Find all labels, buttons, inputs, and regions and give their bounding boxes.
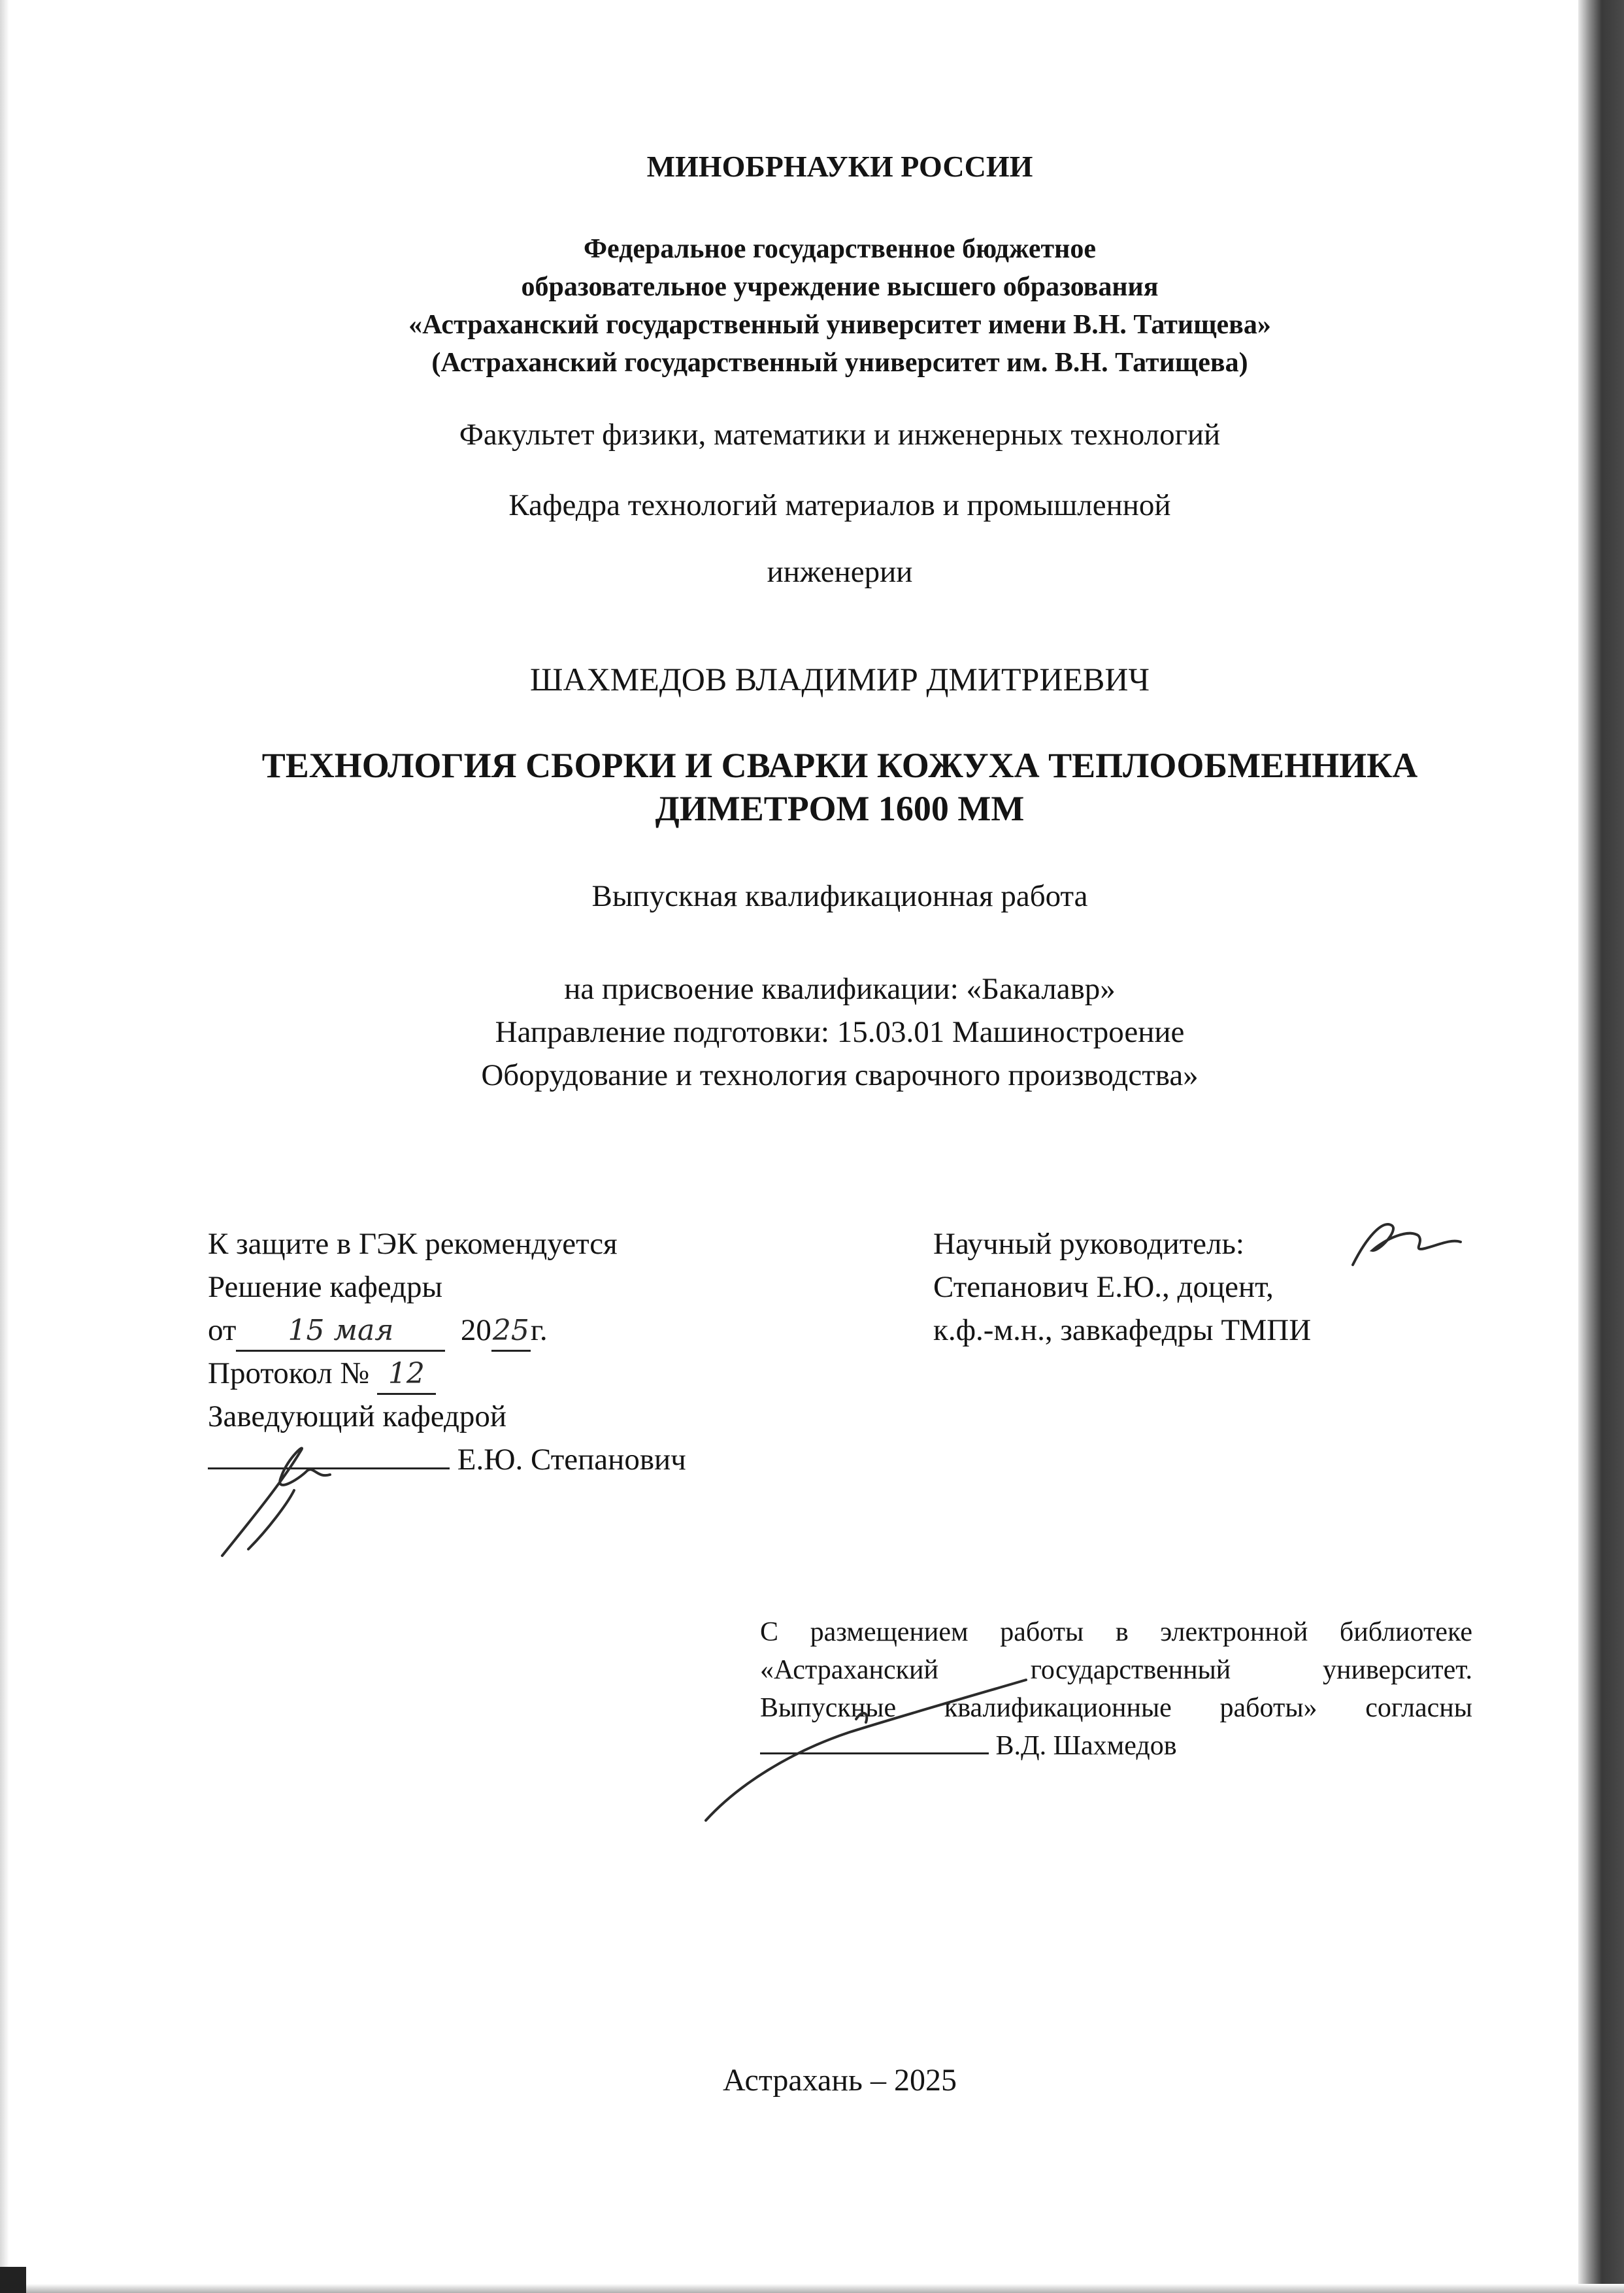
supervisor-label: Научный руководитель: (933, 1227, 1244, 1261)
org-line: «Астраханский государственный университет имени В.Н. Татищева» (408, 310, 1271, 340)
consent-word: С (760, 1617, 779, 1647)
head-name: Е.Ю. Степанович (457, 1443, 686, 1477)
org-line: (Астраханский государственный университет им. В.Н. Татищева) (431, 348, 1248, 378)
faculty-name: Факультет физики, математики и инженерных технологий (459, 418, 1221, 452)
organization-name (183, 230, 1497, 382)
supervisor-degree: к.ф.-м.н., завкафедры ТМПИ (933, 1313, 1312, 1347)
consent-word: работы» (1219, 1693, 1317, 1723)
head-signature (209, 1431, 340, 1562)
title-line: ТЕХНОЛОГИЯ СБОРКИ И СВАРКИ КОЖУХА ТЕПЛООБМЕННИКА (261, 746, 1418, 785)
year-prefix: 20 (460, 1313, 491, 1347)
scan-corner-mark (0, 2267, 26, 2293)
qualification-line: Оборудование и технология сварочного производства» (481, 1058, 1199, 1092)
defense-recommendation: К защите в ГЭК рекомендуется (208, 1227, 618, 1261)
consent-word: «Астраханский (760, 1655, 938, 1685)
department-decision-label: Решение кафедры (208, 1270, 443, 1304)
handwritten-protocol-number: 12 (377, 1355, 436, 1395)
protocol-row (208, 1352, 686, 1395)
consent-word: государственный (1030, 1655, 1231, 1685)
city-year: Астрахань – 2025 (723, 2063, 957, 2098)
work-type: Выпускная квалификационная работа (591, 879, 1088, 913)
scan-shadow-left (0, 0, 9, 2293)
ministry-heading: МИНОБРНАУКИ РОССИИ (646, 150, 1033, 183)
consent-word: квалификационные (944, 1693, 1172, 1723)
handwritten-date: 15 мая (236, 1312, 445, 1352)
consent-word: библиотеке (1339, 1617, 1472, 1647)
scan-shadow-right (1578, 0, 1624, 2293)
consent-line-1 (760, 1613, 1472, 1651)
author-name: ШАХМЕДОВ ВЛАДИМИР ДМИТРИЕВИЧ (530, 661, 1150, 697)
protocol-label: Протокол № (208, 1356, 370, 1390)
year-suffix: г. (530, 1313, 548, 1347)
supervisor-block (933, 1222, 1311, 1352)
date-prefix: от (208, 1313, 237, 1347)
qualification-block (183, 967, 1497, 1097)
consent-word: размещением (810, 1617, 969, 1647)
org-line: образовательное учреждение высшего образования (521, 272, 1159, 302)
consent-word: в (1115, 1617, 1129, 1647)
qualification-line: Направление подготовки: 15.03.01 Машиностроение (495, 1015, 1185, 1049)
consent-word: университет. (1323, 1655, 1472, 1685)
decision-date-row (208, 1309, 686, 1352)
student-name: В.Д. Шахмедов (995, 1731, 1177, 1761)
scan-shadow-bottom (0, 2284, 1624, 2293)
department-line-1: Кафедра технологий материалов и промышленной (508, 488, 1171, 522)
supervisor-name: Степанович Е.Ю., доцент, (933, 1270, 1274, 1304)
consent-word: согласны (1365, 1693, 1472, 1723)
supervisor-signature (1346, 1213, 1464, 1271)
title-line: ДИМЕТРОМ 1600 ММ (655, 789, 1025, 828)
thesis-title (183, 744, 1497, 830)
consent-word: электронной (1160, 1617, 1308, 1647)
qualification-line: на присвоение квалификации: «Бакалавр» (564, 972, 1116, 1006)
consent-word: Выпускные (760, 1693, 897, 1723)
student-signature (699, 1673, 1039, 1824)
department-line-2: инженерии (767, 555, 913, 589)
handwritten-year: 25 (491, 1312, 531, 1352)
org-line: Федеральное государственное бюджетное (583, 234, 1097, 264)
head-label: Заведующий кафедрой (208, 1399, 507, 1433)
consent-word: работы (1000, 1617, 1084, 1647)
